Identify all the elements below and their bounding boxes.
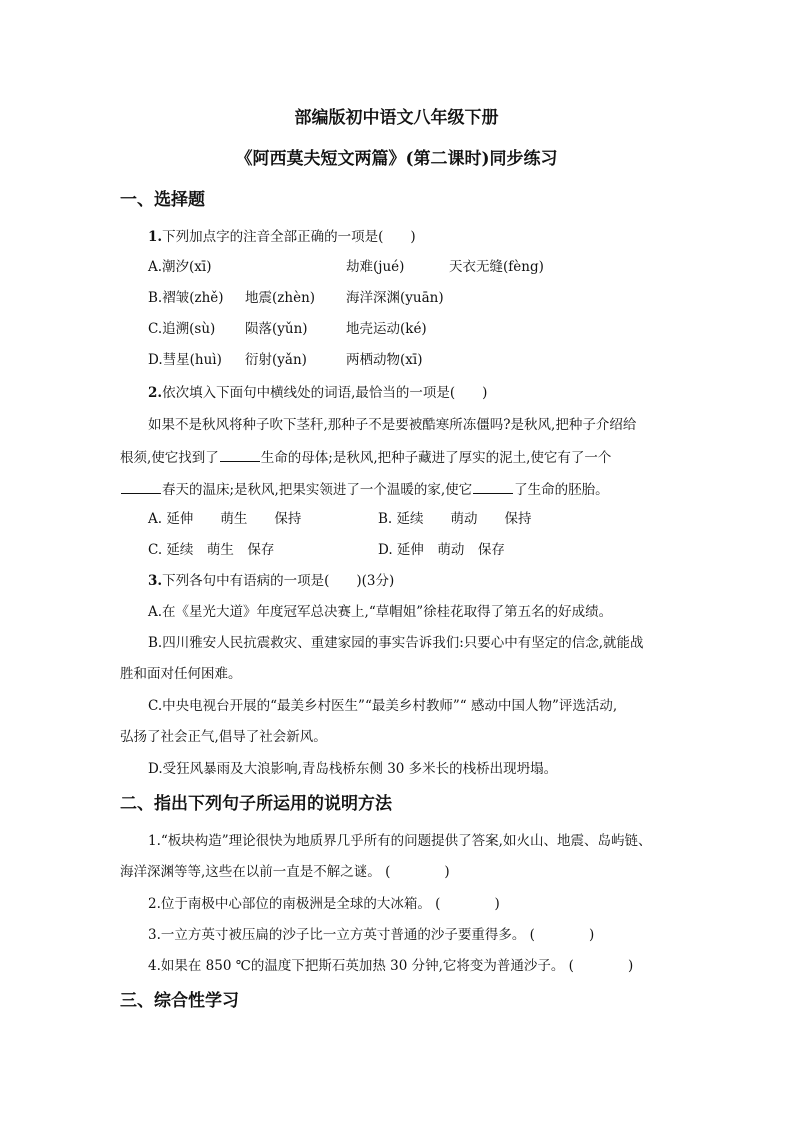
q1-option-c-3: 地壳运动(ké) bbox=[346, 321, 427, 337]
passage-text: 生命的母体;是秋风,把种子藏进了厚实的泥土,使它有了一个 bbox=[260, 450, 612, 466]
passage-text: 春天的温床;是秋风,把果实领进了一个温暖的家,使它 bbox=[162, 482, 473, 498]
q2-option-c: C. 延续 萌生 保存 bbox=[148, 542, 275, 558]
q1-option-c-1: C.追溯(sù) bbox=[148, 321, 216, 337]
section-heading-explanation-methods: 二、指出下列句子所运用的说明方法 bbox=[120, 794, 392, 814]
q1-option-a-3: 天衣无缝(fèng) bbox=[449, 259, 544, 275]
question-2-stem bbox=[148, 383, 487, 403]
q1-option-a-2: 劫难(jué) bbox=[346, 259, 405, 275]
passage-text: 根须,使它找到了 bbox=[120, 450, 219, 466]
q1-option-d-3: 两栖动物(xī) bbox=[346, 352, 423, 368]
question-text: 下列各句中有语病的一项是( )(3分) bbox=[162, 573, 395, 589]
fill-blank-2 bbox=[121, 479, 161, 494]
q3-option-b-line-2: 胜和面对任何困难。 bbox=[120, 666, 242, 682]
q1-option-c-2: 陨落(yǔn) bbox=[245, 321, 308, 337]
section-heading-choice: 一、选择题 bbox=[120, 190, 205, 210]
section2-item-3: 3.一立方英寸被压扁的沙子比一立方英寸普通的沙子要重得多。 ( ) bbox=[148, 927, 595, 943]
q2-option-b: B. 延续 萌动 保持 bbox=[378, 511, 532, 527]
question-number: 1. bbox=[148, 229, 163, 245]
page-title: 部编版初中语文八年级下册 bbox=[294, 108, 499, 128]
q2-passage-line-2 bbox=[120, 447, 611, 468]
q2-passage-line-1: 如果不是秋风将种子吹下茎秆,那种子不是要被酷寒所冻僵吗?是秋风,把种子介绍给 bbox=[148, 417, 637, 433]
question-text: 下列加点字的注音全部正确的一项是( ) bbox=[162, 229, 416, 245]
section2-item-2: 2.位于南极中心部位的南极洲是全球的大冰箱。 ( ) bbox=[148, 896, 500, 912]
section2-item-4: 4.如果在 850 ℃的温度下把斯石英加热 30 分钟,它将变为普通沙子。 ( ) bbox=[148, 958, 634, 974]
question-3-stem bbox=[148, 571, 394, 591]
section2-item-1-line-1: 1.“板块构造”理论很快为地质界几乎所有的问题提供了答案,如火山、地震、岛屿链、 bbox=[148, 833, 652, 849]
page-subtitle: 《阿西莫夫短文两篇》(第二课时)同步练习 bbox=[235, 149, 558, 169]
q1-option-d-2: 衍射(yǎn) bbox=[245, 352, 307, 368]
q3-option-b-line-1: B.四川雅安人民抗震救灾、重建家园的事实告诉我们:只要心中有坚定的信念,就能战 bbox=[148, 635, 644, 651]
q2-option-d: D. 延伸 萌动 保存 bbox=[378, 542, 505, 558]
fill-blank-1 bbox=[220, 447, 260, 462]
q3-option-d: D.受狂风暴雨及大浪影响,青岛栈桥东侧 30 多米长的栈桥出现坍塌。 bbox=[148, 761, 558, 777]
passage-text: 了生命的胚胎。 bbox=[514, 482, 609, 498]
q1-option-a-1: A.潮汐(xī) bbox=[148, 259, 212, 275]
fill-blank-3 bbox=[473, 479, 513, 494]
q2-option-a: A. 延伸 萌生 保持 bbox=[148, 511, 302, 527]
q3-option-a: A.在《星光大道》年度冠军总决赛上,“草帽姐”徐桂花取得了第五名的好成绩。 bbox=[148, 604, 613, 620]
q2-passage-line-3 bbox=[120, 479, 609, 500]
section2-item-1-line-2: 海洋深渊等等,这些在以前一直是不解之谜。 ( ) bbox=[120, 864, 450, 880]
question-number: 2. bbox=[148, 385, 163, 401]
question-number: 3. bbox=[148, 573, 163, 589]
q3-option-c-line-2: 弘扬了社会正气,倡导了社会新风。 bbox=[120, 729, 327, 745]
q1-option-b-2: 地震(zhèn) bbox=[245, 290, 316, 306]
question-text: 依次填入下面句中横线处的词语,最恰当的一项是( ) bbox=[162, 385, 488, 401]
section-heading-comprehensive-study: 三、综合性学习 bbox=[120, 991, 239, 1011]
q1-option-d-1: D.彗星(huì) bbox=[148, 352, 222, 368]
q1-option-b-1: B.褶皱(zhě) bbox=[148, 290, 224, 306]
q1-option-b-3: 海洋深渊(yuān) bbox=[346, 290, 444, 306]
question-1-stem bbox=[148, 227, 416, 247]
q3-option-c-line-1: C.中央电视台开展的“最美乡村医生”“最美乡村教师”“ 感动中国人物”评选活动, bbox=[148, 698, 618, 714]
